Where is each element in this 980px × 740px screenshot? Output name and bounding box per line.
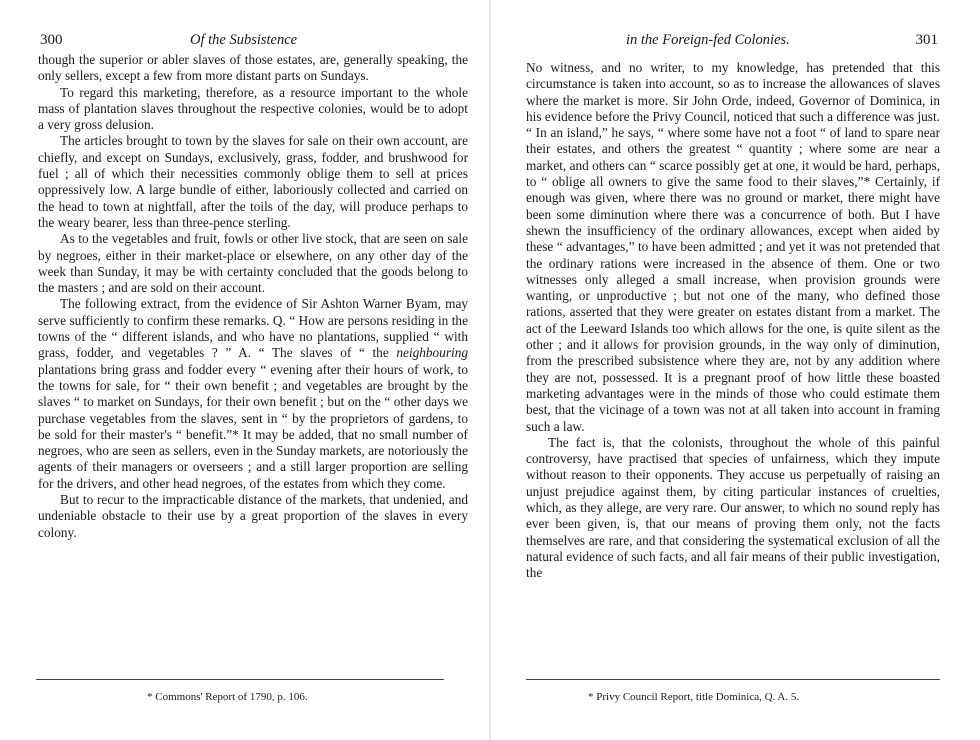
left-footnote: * Commons' Report of 1790, p. 106. <box>147 691 308 703</box>
paragraph: The fact is, that the colonists, throughout the whole of this painful controversy, have practised that species of unfairness, which they impute without reason to their opponents. They accuse us perpetually of raising an unjust prejudice against them, by citing particular instances of cruelties, which, as they allege, are very rare. Our answer, to which no sound reply has ever been given, is, that our means of proving them only, not the facts themselves are rare, and that considering the systematical exclusion of all the natural evidence of such facts, and all fair means of their public investigation, the <box>526 434 940 581</box>
left-page-number: 300 <box>40 32 63 48</box>
right-running-title: in the Foreign-fed Colonies. <box>626 32 790 48</box>
right-body-text <box>526 60 940 582</box>
left-running-head <box>38 30 468 50</box>
left-footnote-rule <box>36 679 444 680</box>
left-body-text <box>38 52 468 541</box>
paragraph: But to recur to the impracticable distance of the markets, that undenied, and undeniable obstacle to their use by a great proportion of the slaves in every colony. <box>38 492 468 540</box>
right-footnote-rule <box>526 679 940 680</box>
paragraph: As to the vegetables and fruit, fowls or other live stock, that are seen on sale by negroes, either in their market-place or elsewhere, on any other day of the week than Sunday, it may be with certainty concluded that the goods belong to the masters ; and are sold on their account. <box>38 231 468 296</box>
right-running-head <box>526 30 940 50</box>
paragraph: No witness, and no writer, to my knowledge, has pretended that this circumstance is taken into account, so as to increase the allowances of slaves where the market is more. Sir John Orde, indeed, Governor of Dominica, in his evidence before the Privy Council, noticed that such a difference was just. “ In an island,” he says, “ where some have not a foot “ of land to spare near their estates, and others the greatest “ quantity ; where some are near a market, and others can “ scarce possibly get at one, it would be hard, perhaps, to “ oblige all owners to give the same food to their slaves,”* Certainly, if enough was given, where there was no ground or market, there might have been some diminution where there was a concurrence of both. But I have shewn the insufficiency of the ordinary allowances, except when aided by these “ advantages,” to have been admitted ; and yet it was not pretended that the ordinary rations were increased in the absence of them. One or two witnesses only alleged a small increase, when provision grounds were wanting, or unproductive ; but not one of the many, who defined those rations, asserted that they were greater on estates distant from a market. The act of the Leeward Islands too which allows for the one, is quite silent as the other ; and it allows for provision grounds, in the way only of diminution, from the prescribed subsistence where they are, not by any addition where they are not, possessed. It is a pregnant proof of how little these boasted marketing advantages were in the minds of those who could estimate them best, that the vicinage of a town was not at all taken into account in framing such a law. <box>526 60 940 434</box>
right-footnote: * Privy Council Report, title Dominica, Q. A. 5. <box>588 691 800 703</box>
paragraph: though the superior or abler slaves of those estates, are, generally speaking, the only sellers, except a few from more distant parts on Sundays. <box>38 52 468 84</box>
extract-text-start: The following extract, from the evidence of Sir Ashton Warner Byam, may serve sufficiently to confirm these remarks. Q. “ How are persons residing in the towns of the “ different islands, and who have no plantations, supplied “ with grass, fodder, and vegetables ? ” A. “ The slaves of “ the <box>38 296 468 361</box>
paragraph: The articles brought to town by the slaves for sale on their own account, are chiefly, and except on Sundays, exclusively, grass, fodder, and brushwood for fuel ; all of which their necessities commonly oblige them to sell at prices oppressively low. A large bundle of either, laboriously collected and carried on the head to town at nightfall, after the toils of the day, will produce perhaps to the weary bearer, less than three-pence sterling. <box>38 133 468 230</box>
extract-text-end: plantations bring grass and fodder every “ evening after their hours of work, to the towns for sale, for “ their own benefit ; and vegetables are brought by the slaves “ to market on Sundays, for their own benefit ; but on the “ other days we purchase vegetables from the slaves, sent in “ by the proprietors of gardens, to be sold for their master's “ benefit.”* It may be added, that no small number of negroes, who are seen as sellers, even in the Sunday markets, are notoriously the agents of their managers or overseers ; and a still larger proportion are selling for the drivers, and other head negroes, of the estates from which they come. <box>38 361 468 491</box>
left-running-title: Of the Subsistence <box>190 32 298 48</box>
right-page-number: 301 <box>915 32 938 48</box>
extract-paragraph <box>38 296 468 492</box>
paragraph: To regard this marketing, therefore, as a resource important to the whole mass of plantation slaves throughout the respective colonies, would be to adopt a very gross delusion. <box>38 84 468 133</box>
right-page <box>490 0 980 740</box>
extract-italic-word: neighbouring <box>396 345 468 361</box>
